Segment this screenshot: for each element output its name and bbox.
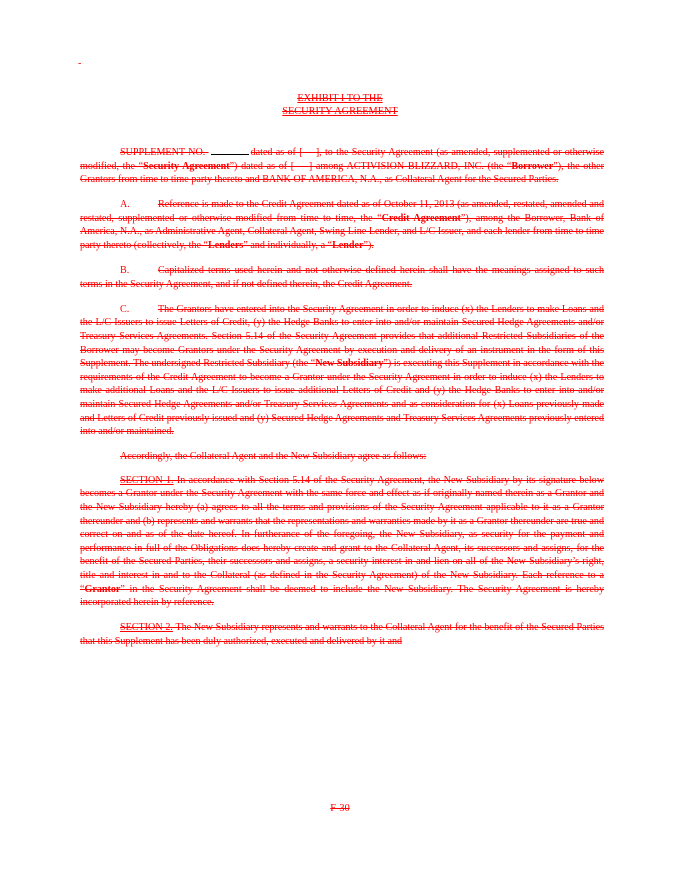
defined-term-grantor: Grantor (84, 583, 121, 595)
text-fragment: The New Subsidiary represents and warrants to the Collateral Agent for the benefit of the Secured Parties that this Supplement has been duly authorized, executed and delivered by it and (80, 622, 604, 647)
text-fragment: ”) is executing this Supplement in accordance with the requirements of the Credit Agreement to become a Grantor under the Security Agreement in order to induce (x) the Lenders to make additional Loans and the L/C Issuers to issue additional Letters of Credit and (y) the Hedge Banks to enter into and/or maintain Secured Hedge Agreements and/or Treasury Services Agreements and as consideration for (x) Loans previously made and Letters of Credit previously issued and (y) Secured Hedge Agreements and Treasury Services Agreements previously entered into and/or maintained. (80, 358, 604, 438)
text-fragment: The Grantors have entered into the Security Agreement in order to induce (x) the Lenders to make Loans and the L/C Issuers to issue Letters of Credit, (y) the Hedge Banks to enter into and/or maintain Secured Hedge Agreements and/or Treasury Services Agreements. Section 5.14 of the Security Agreement provides that additional Restricted Subsidiaries of the Borrower may become Grantors under the Security Agreement by execution and delivery of an instrument in the form of this Supplement. The undersigned Restricted Subsidiary (the “ (80, 303, 604, 370)
recital-a-label: A. (120, 199, 130, 211)
text-fragment: ” in the Security Agreement shall be deemed to include the New Subsidiary. The Security Agreement is hereby incorporated herein by reference. (80, 583, 604, 609)
supplement-intro-paragraph (80, 146, 604, 187)
recital-b-paragraph (80, 264, 604, 291)
supplement-number-blank (211, 146, 249, 155)
defined-term-borrower: Borrower (511, 160, 554, 172)
section-2-label: SECTION 2. (120, 622, 173, 634)
text-fragment: ] among ACTIVISION BLIZZARD, INC. (the “ (308, 160, 512, 172)
margin-mark: - (78, 58, 82, 69)
document-body (80, 146, 604, 660)
text-fragment: dated as of [ (250, 147, 303, 158)
text-fragment: ”). (363, 240, 374, 252)
section-1-paragraph (80, 474, 604, 610)
accordingly-paragraph: Accordingly, the Collateral Agent and the New Subsidiary agree as follows: (120, 451, 427, 463)
defined-term-lenders: Lenders (207, 240, 244, 252)
text-fragment: ”) dated as of [ (229, 160, 295, 172)
text-fragment: Capitalized terms used herein and not otherwise defined herein shall have the meanings assigned to such terms in the Security Agreement, and if not defined therein, the Credit Agreement. (80, 265, 604, 290)
recital-b-label: B. (120, 265, 130, 277)
defined-term-credit-agreement: Credit Agreement (381, 212, 461, 224)
recital-c-paragraph (80, 303, 604, 439)
recital-c-label: C. (120, 303, 130, 315)
defined-term-security-agreement: Security Agreement (143, 160, 230, 172)
text-fragment: ” and individually, a “ (243, 240, 333, 252)
exhibit-title (0, 92, 680, 118)
section-1-label: SECTION 1. (120, 474, 174, 486)
recital-a-paragraph (80, 198, 604, 252)
text-fragment: In accordance with Section 5.14 of the Security Agreement, the New Subsidiary by its signature below becomes a Grantor under the Security Agreement with the same force and effect as if originally named therein as a Grantor and the New Subsidiary hereby (a) agrees to all the terms and provisions of the Security Agreement applicable to it as a Grantor thereunder and (b) represents and warrants that the representations and warranties made by it as a Grantor thereunder are true and correct on and as of the date hereof. In furtherance of the foregoing, the New Subsidiary, as security for the payment and performance in full of the Obligations does hereby create and grant to the Collateral Agent, its successors and assigns, for the benefit of the Secured Parties, their successors and assigns, a security interest in and lien on all of the New Subsidiary’s right, title and interest in and to the Collateral (as defined in the Security Agreement) of the New Subsidiary. Each reference to a “ (80, 474, 604, 595)
page-number: F-30 (330, 803, 350, 814)
defined-term-new-subsidiary: New Subsidiary (315, 358, 384, 370)
text-fragment: Reference is made to the Credit Agreement dated as of October 11, 2013 (as amended, restated, amended and restated, supplemented or otherwise modified from time to time, the “ (80, 199, 604, 224)
section-2-paragraph (80, 621, 604, 648)
supplement-no-text: SUPPLEMENT NO. (120, 147, 206, 158)
exhibit-title-line-2: SECURITY AGREEMENT (282, 106, 398, 117)
text-fragment: ”), the other Grantors from time to time party thereto and BANK OF AMERICA, N.A., as Collateral Agent for the Secured Parties. (80, 160, 605, 186)
text-fragment: ”), among the Borrower, Bank of America, N.A., as Administrative Agent, Collateral Agent, Swing Line Lender, and L/C Issuer, and each lender from time to time party thereto (collectively, the “ (80, 212, 604, 252)
exhibit-title-line-1: EXHIBIT I TO THE (297, 93, 383, 104)
defined-term-lender: Lender (332, 240, 364, 252)
text-fragment: ], to the Security Agreement (as amended, supplemented or otherwise modified, the “ (80, 147, 605, 172)
